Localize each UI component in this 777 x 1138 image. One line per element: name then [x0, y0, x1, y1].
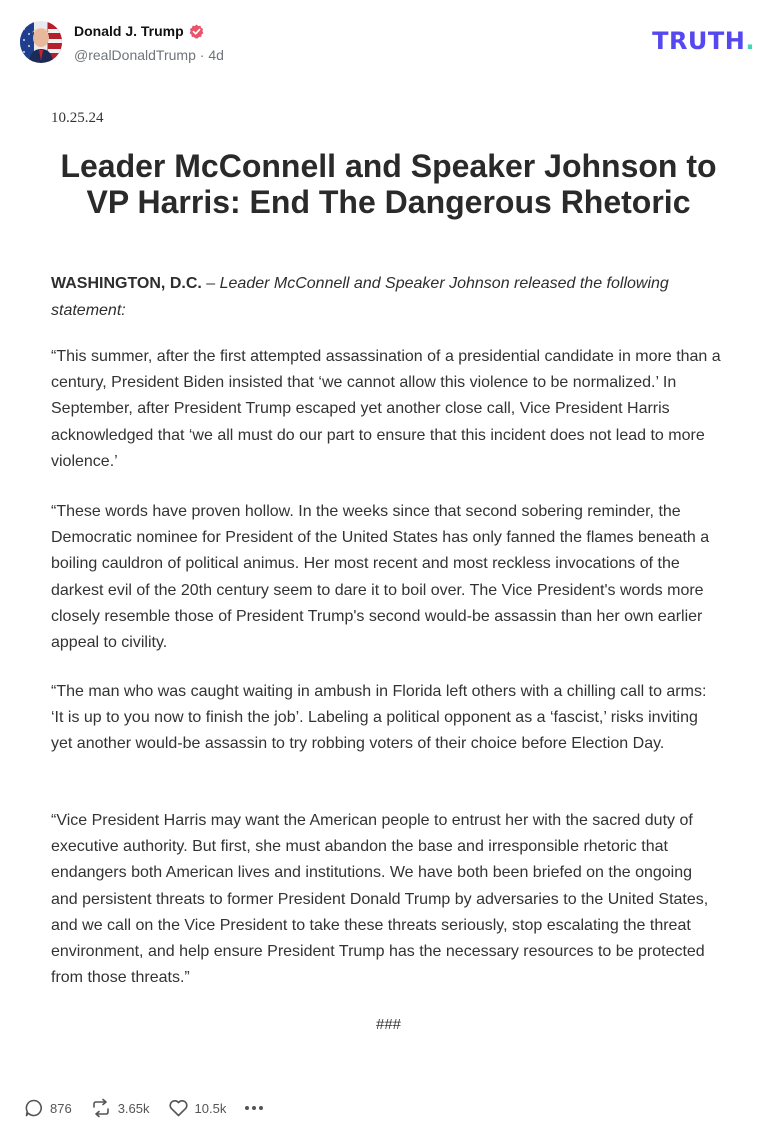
heart-icon	[168, 1098, 189, 1118]
reply-bubble-icon	[24, 1098, 44, 1118]
like-count: 10.5k	[194, 1100, 227, 1116]
more-dots-icon	[244, 1105, 264, 1111]
dateline-location: WASHINGTON, D.C.	[51, 275, 202, 292]
more-options-button[interactable]	[244, 1105, 264, 1111]
dateline-text: – Leader McConnell and Speaker Johnson released the following statement:	[51, 275, 669, 319]
document-end-mark: ###	[375, 1016, 402, 1033]
logo-text: TRUTH	[652, 27, 746, 55]
document-paragraph-3: “The man who was caught waiting in ambush in Florida left others with a chilling call to arms: ‘It is up to you now to finish the job’. Labeling a political opponent as a ‘fascist,’ risks inviting yet another would-be assassin to try robbing voters of their choice before Election Day.	[51, 683, 707, 753]
post-actions	[24, 1095, 282, 1121]
retruth-icon	[90, 1098, 112, 1118]
post-header	[0, 0, 777, 80]
author-row	[74, 23, 204, 39]
document-date: 10.25.24	[51, 110, 104, 126]
like-button[interactable]	[168, 1098, 227, 1118]
reply-button[interactable]	[24, 1098, 72, 1118]
author-name[interactable]: Donald J. Trump	[74, 23, 184, 39]
truth-logo[interactable]	[652, 27, 755, 55]
document-paragraph-4: “Vice President Harris may want the American people to entrust her with the sacred duty of executive authority. But first, she must abandon the base and irresponsible rhetoric that endangers both American lives and institutions. We have both been briefed on the ongoing and persistent threats to former President Donald Trump by adversaries to the United States, and we call on the Vice President to take these threats seriously, stop escalating the threat environment, and help ensure President Trump has the necessary resources to be protected from those threats.”	[51, 812, 709, 987]
meta-separator: ·	[199, 47, 205, 63]
author-handle[interactable]: @realDonaldTrump	[74, 47, 196, 63]
document-dateline	[51, 270, 723, 324]
post-meta	[74, 47, 224, 63]
reply-count: 876	[50, 1100, 72, 1116]
post-age[interactable]: 4d	[208, 47, 224, 63]
retruth-count: 3.65k	[117, 1100, 150, 1116]
document-headline: Leader McConnell and Speaker Johnson to VP Harris: End The Dangerous Rhetoric	[60, 148, 717, 220]
logo-dot: .	[745, 27, 755, 55]
avatar[interactable]	[20, 21, 62, 63]
retruth-button[interactable]	[90, 1098, 150, 1118]
verified-badge-icon	[189, 24, 204, 39]
document-paragraph-2: “These words have proven hollow. In the weeks since that second sobering reminder, the Democratic nominee for President of the United States has only fanned the flames beneath a boiling cauldron of political animus. Her most recent and most reckless invocations of the darkest evil of the 20th century seem to dare it to boil over. The Vice President's words more closely resemble those of President Trump's second would-be assassin than her own earlier appeal to civility.	[51, 503, 710, 652]
document-paragraph-1: “This summer, after the first attempted assassination of a presidential candidate in more than a century, President Biden insisted that ‘we cannot allow this violence to be normalized.’ In September, after President Trump escaped yet another close call, Vice President Harris acknowledged that ‘we all must do our part to ensure that this incident does not lead to more violence.’	[51, 348, 721, 470]
